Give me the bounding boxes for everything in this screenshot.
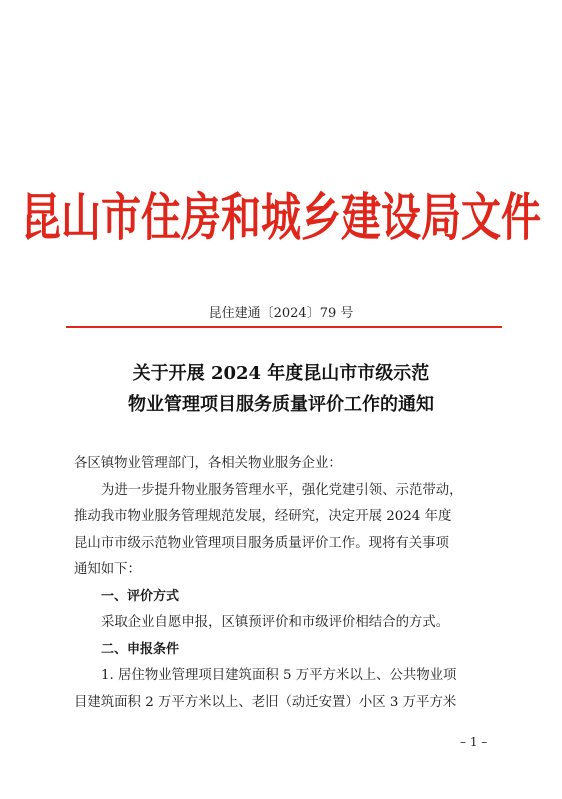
notice-title-line-2: 物业管理项目服务质量评价工作的通知: [128, 394, 434, 415]
section-2-heading: 二、申报条件: [101, 641, 180, 657]
section-2-item-1-line-1: 1. 居住物业管理项目建筑面积 5 万平方米以上、公共物业项: [101, 668, 457, 683]
section-2-item-1-line-2: 目建筑面积 2 万平方米以上、老旧（动迁安置）小区 3 万平方米: [74, 694, 457, 710]
intro-line-1: 为进一步提升物业服务管理水平，强化党建引领、示范带动，: [101, 482, 463, 498]
intro-line-2: 推动我市物业服务管理规范发展，经研究，决定开展 2024 年度: [74, 509, 452, 524]
section-1-heading: 一、评价方式: [101, 588, 180, 604]
intro-line-4: 通知如下：: [74, 562, 141, 577]
org-red-header: 昆山市住房和城乡建设局文件: [21, 187, 541, 248]
document-number: 昆住建通〔2024〕79 号: [208, 306, 354, 321]
salutation: 各区镇物业管理部门，各相关物业服务企业：: [74, 456, 342, 471]
notice-title: [0, 358, 562, 420]
red-divider-line: [66, 326, 502, 328]
intro-line-3: 昆山市市级示范物业管理项目服务质量评价工作。现将有关事项: [74, 535, 449, 551]
page-number: – 1 –: [460, 735, 488, 749]
notice-body: [74, 451, 504, 716]
notice-title-line-1: 关于开展 2024 年度昆山市市级示范: [132, 363, 430, 384]
section-1-text: 采取企业自愿申报，区镇预评价和市级评价相结合的方式。: [101, 615, 450, 630]
